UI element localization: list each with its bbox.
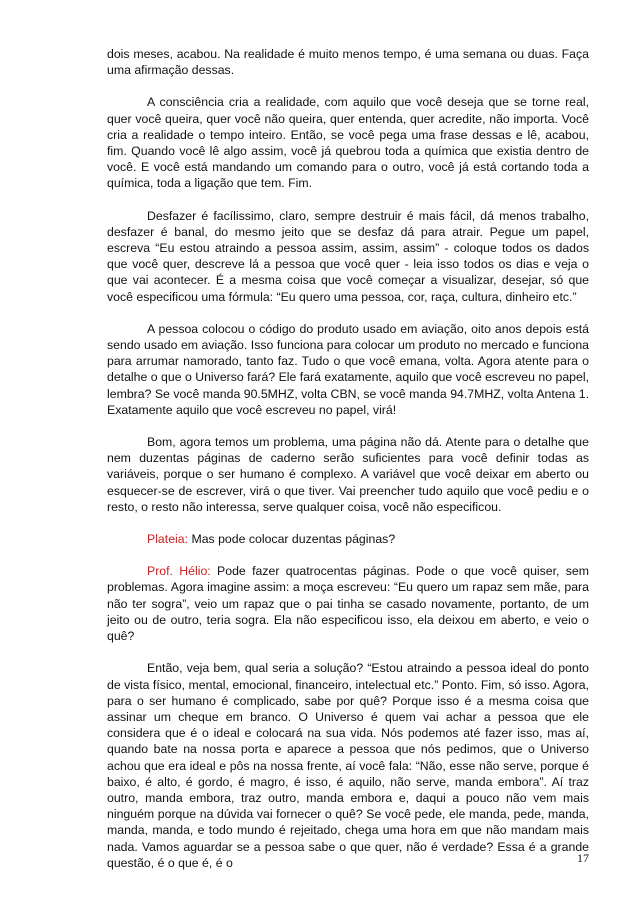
paragraph-5: Bom, agora temos um problema, uma página não dá. Atente para o detalhe que nem duzentas páginas de caderno serão suficientes para você definir todas as variáveis, porque o ser humano é complexo. A variável que você deixar em aberto ou esquecer-se de escrever, virá o que tiver. Vai preencher tudo aquilo que você pediu e o resto, o resto não interessa, serve qualquer coisa, você não especificou. [107, 435, 589, 514]
speaker-label-prof-helio: Prof. Hélio: [147, 564, 211, 579]
dialogue-plateia [107, 531, 589, 547]
paragraph-closing: Então, veja bem, qual seria a solução? “Estou atraindo a pessoa ideal do ponto de vista físico, mental, emocional, financeiro, intelectual etc.” Ponto. Fim, só isso. Agora, para o ser humano é complicado, sabe por quê? Porque isso é a mesma coisa que assinar um cheque em branco. O Universo é quem vai achar a pessoa que ele considera que é o ideal e colocará na sua vida. Nós podemos até fazer isso, mas aí, quando bate na nossa porta e aparece a pessoa que nós pedimos, que o Universo achou que era ideal e pôs na nossa frente, aí você fala: “Não, esse não serve, porque é baixo, é alto, é gordo, é magro, é isso, é aquilo, não serve, manda embora”. Aí traz outro, manda embora, traz outro, manda embora e, daqui a pouco não vem mais ninguém porque na dúvida vai fornecer o quê? Se você pede, ele manda, pede, manda, manda, manda, e todo mundo é rejeitado, chega uma hora em que não mandam mais nada. Vamos aguardar se a pessoa sabe o que quer, não é verdade? Essa é a grande questão, é o que é, é o [107, 661, 589, 870]
paragraph-4: A pessoa colocou o código do produto usado em aviação, oito anos depois está sendo usado em aviação. Isso funciona para colocar um produto no mercado e funciona para arrumar namorado, tanto faz. Tudo o que você emana, volta. Agora atente para o detalhe o que o Universo fará? Ele fará exatamente, aquilo que você escreveu no papel, lembra? Se você manda 90.5MHZ, volta CBN, se você manda 94.7MHZ, volta Antena 1. Exatamente aquilo que você escreveu no papel, virá! [107, 321, 589, 417]
speaker-label-plateia: Plateia: [147, 532, 189, 547]
dialogue-prof-helio [107, 563, 589, 644]
dialogue-text-prof-helio: Pode fazer quatrocentas páginas. Pode o que você quiser, sem problemas. Agora imagine assim: a moça escreveu: “Eu quero um rapaz sem mãe, para não ter sogra”, veio um rapaz que o pai tinha se casado novamente, portanto, de um jeito ou de outro, teria sogra. Ela não especificou isso, ela deixou em aberto, e veio o quê? [107, 564, 590, 644]
page-number: 17 [577, 851, 589, 865]
dialogue-text-plateia: Mas pode colocar duzentas páginas? [188, 532, 396, 547]
paragraph-1: dois meses, acabou. Na realidade é muito menos tempo, é uma semana ou duas. Faça uma afirmação dessas. [107, 47, 589, 78]
page-body [107, 46, 589, 887]
paragraph-3: Desfazer é facílissimo, claro, sempre destruir é mais fácil, dá menos trabalho, desfazer é banal, do mesmo jeito que se desfaz dá para atrair. Pegue um papel, escreva “Eu estou atraindo a pessoa assim, assim, assim” - coloque todos os dados que você quer, descreve lá a pessoa que você quer - leia isso todos os dias e veja o que vai acontecer. É a mesma coisa que você começar a visualizar, desejar, só que você especificou uma fórmula: “Eu quero uma pessoa, cor, raça, cultura, dinheiro etc.” [107, 208, 589, 304]
paragraph-2: A consciência cria a realidade, com aquilo que você deseja que se torne real, quer você queira, quer você não queira, quer entenda, quer acredite, não importa. Você cria a realidade o tempo inteiro. Então, se você pega uma frase dessas e lê, acabou, fim. Quando você lê algo assim, você já quebrou toda a química que existia dentro de você. E você está mandando um comando para o outro, você já está cortando toda a química, toda a ligação que tem. Fim. [107, 95, 589, 191]
